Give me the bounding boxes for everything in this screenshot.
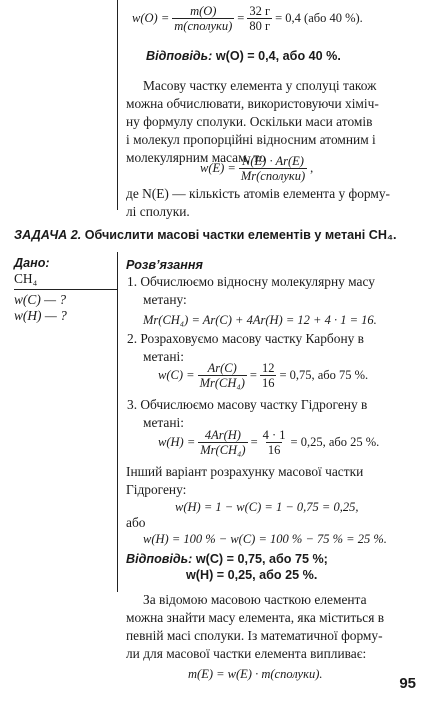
alt-formula-2: w(H) = 100 % − w(C) = 100 % − 75 % = 25 %. [143, 532, 387, 546]
fraction-den: m(сполуки) [174, 19, 233, 33]
equals: = [237, 11, 245, 25]
task-heading [14, 228, 396, 242]
given-divider [14, 289, 117, 290]
text-line: певній масі сполуки. Із математичної форму- [126, 628, 383, 643]
formula-rhs: = 0,25, або 25 %. [290, 435, 380, 449]
step-3-line: 3. Обчислюємо масову частку Гідрогену в [127, 397, 368, 412]
formula-rhs: = 0,75, або 75 %. [279, 368, 369, 382]
fraction-num: 4 · 1 [262, 428, 286, 442]
text-line: Масову частку елемента у сполуці також [143, 78, 377, 93]
or-word: або [126, 515, 146, 530]
fraction-2 [247, 4, 272, 33]
answer-text: w(O) = 0,4, або 40 %. [215, 49, 341, 63]
fraction-1 [172, 4, 234, 33]
text-line: ли для масової частки елемента випливає: [126, 646, 367, 661]
alt-formula-1: w(H) = 1 − w(C) = 1 − 0,75 = 0,25, [175, 500, 359, 514]
answer-label: Відповідь: [126, 552, 193, 566]
find-item: w(C) — ? [14, 292, 67, 307]
given-heading: Дано: [14, 256, 50, 270]
fraction [261, 428, 288, 457]
formula-lhs: w(H) = [158, 435, 196, 449]
answer-line: w(H) = 0,25, або 25 %. [186, 568, 318, 582]
step-3-line: метані: [143, 415, 184, 430]
answer-label: Відповідь: [146, 49, 213, 63]
text-line: За відомою масовою часткою елемента [143, 592, 367, 607]
fraction-den: 16 [267, 443, 281, 457]
fraction-den: 80 г [249, 19, 271, 33]
fraction-num: m(O) [190, 4, 217, 18]
fraction-den: Mr(сполуки) [240, 169, 306, 183]
molar-mass-formula: Mr(CH₄) = Ar(C) + 4Ar(H) = 12 + 4 · 1 = 16. [143, 313, 377, 327]
formula-lhs: w(O) = [132, 11, 170, 25]
solution-heading: Розв’язання [126, 258, 203, 272]
fraction-den: 16 [261, 376, 275, 390]
fraction-num: 4Ar(H) [204, 428, 241, 442]
step-1-line: метану: [143, 292, 187, 307]
fraction-den: Mr(CH₄) [200, 443, 246, 457]
formula-lhs: w(E) = [200, 161, 236, 175]
fraction [239, 154, 307, 183]
alt-line: Інший варіант розрахунку масової частки [126, 464, 364, 479]
fraction [198, 361, 247, 390]
fraction-num: 32 г [249, 4, 271, 18]
fraction [260, 361, 277, 390]
formula-lhs: w(C) = [158, 368, 195, 382]
formula-tail: , [310, 161, 314, 175]
oxygen-fraction-formula [132, 4, 363, 33]
task-text: Обчислити масові частки елементів у метані CH₄. [84, 228, 397, 242]
page-number: 95 [399, 675, 416, 692]
hydrogen-fraction-formula [158, 428, 379, 457]
mass-fraction-general-formula [200, 154, 313, 183]
text-line: ну формулу сполуки. Оскільки маси атомів [126, 114, 373, 129]
given-formula: CH₄ [14, 271, 38, 286]
margin-rule-top [117, 0, 118, 210]
step-2-line: 2. Розраховуємо масову частку Карбону в [127, 331, 364, 346]
text-line: лі сполуки. [126, 204, 190, 219]
carbon-fraction-formula [158, 361, 368, 390]
fraction [198, 428, 247, 457]
text-line: молекулярним масам, то [126, 150, 266, 165]
margin-rule-solution [117, 252, 118, 592]
alt-line: Гідрогену: [126, 482, 187, 497]
answer-line: w(C) = 0,75, або 75 %; [195, 552, 328, 566]
fraction-num: Ar(C) [207, 361, 237, 375]
text-line: можна обчислювати, використовуючи хіміч- [126, 96, 379, 111]
find-item: w(H) — ? [14, 308, 67, 323]
fraction-den: Mr(CH₄) [199, 376, 245, 390]
text-line: можна знайти масу елемента, яка міститься в [126, 610, 385, 625]
fraction-num: N(E) · Ar(E) [242, 154, 304, 168]
text-line: і молекул пропорційні відносним атомним і [126, 132, 376, 147]
step-2-line: метані: [143, 349, 184, 364]
equals: = [249, 368, 257, 382]
answer-1 [146, 47, 341, 65]
step-1-line: 1. Обчислюємо відносну молекулярну масу [127, 274, 375, 289]
task-label: ЗАДАЧА 2. [14, 228, 82, 242]
equals: = [250, 435, 258, 449]
formula-rhs: = 0,4 (або 40 %). [275, 11, 363, 25]
element-mass-formula: m(E) = w(E) · m(сполуки). [188, 667, 323, 681]
text-line: де N(E) — кількість атомів елемента у форму- [126, 186, 391, 201]
fraction-num: 12 [261, 361, 275, 375]
